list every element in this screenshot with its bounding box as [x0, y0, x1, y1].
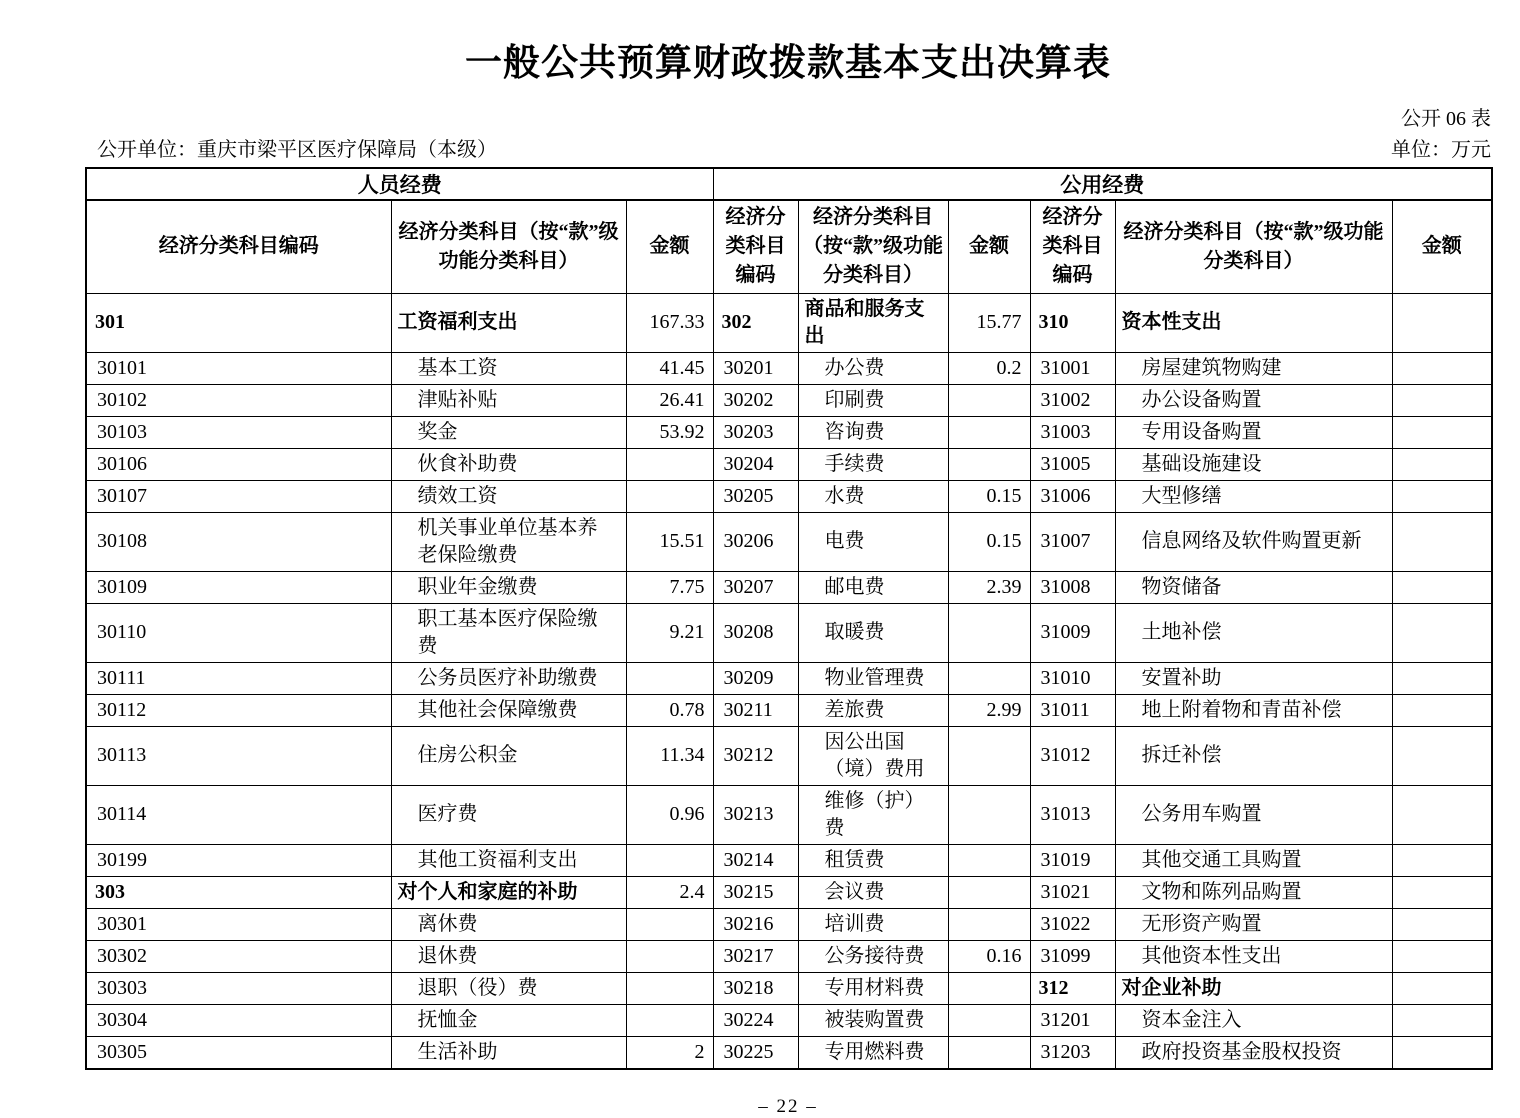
subject-cell: 基本工资 [391, 352, 626, 384]
subject-cell: 基础设施建设 [1115, 448, 1392, 480]
subject-cell: 水费 [798, 480, 948, 512]
code-cell: 30199 [86, 844, 391, 876]
subject-cell: 邮电费 [798, 571, 948, 603]
subject-cell: 土地补偿 [1115, 603, 1392, 662]
code-cell: 30108 [86, 512, 391, 571]
code-cell: 30111 [86, 662, 391, 694]
code-cell: 31021 [1030, 876, 1115, 908]
subject-cell: 对个人和家庭的补助 [391, 876, 626, 908]
code-cell: 30225 [713, 1036, 798, 1069]
col-header-code-1: 经济分类科目编码 [86, 200, 391, 293]
table-row [86, 480, 1492, 512]
subject-cell: 房屋建筑物购建 [1115, 352, 1392, 384]
subject-cell: 职业年金缴费 [391, 571, 626, 603]
subject-cell: 其他资本性支出 [1115, 940, 1392, 972]
subject-cell: 文物和陈列品购置 [1115, 876, 1392, 908]
subject-cell: 对企业补助 [1115, 972, 1392, 1004]
code-cell: 30102 [86, 384, 391, 416]
amount-cell [626, 972, 713, 1004]
amount-cell [626, 844, 713, 876]
col-header-amount-1: 金额 [626, 200, 713, 293]
subject-cell: 取暖费 [798, 603, 948, 662]
code-cell: 31006 [1030, 480, 1115, 512]
code-cell: 30107 [86, 480, 391, 512]
amount-cell [948, 972, 1030, 1004]
code-cell: 30203 [713, 416, 798, 448]
amount-cell [948, 726, 1030, 785]
table-row [86, 662, 1492, 694]
code-cell: 31022 [1030, 908, 1115, 940]
code-cell: 31003 [1030, 416, 1115, 448]
amount-cell: 0.96 [626, 785, 713, 844]
code-cell: 30204 [713, 448, 798, 480]
subject-cell: 会议费 [798, 876, 948, 908]
amount-cell [948, 908, 1030, 940]
amount-cell: 41.45 [626, 352, 713, 384]
table-row [86, 416, 1492, 448]
subject-cell: 抚恤金 [391, 1004, 626, 1036]
amount-cell: 53.92 [626, 416, 713, 448]
amount-cell [1392, 293, 1492, 352]
amount-cell [1392, 603, 1492, 662]
subject-cell: 其他交通工具购置 [1115, 844, 1392, 876]
amount-cell [1392, 876, 1492, 908]
code-cell: 30209 [713, 662, 798, 694]
amount-cell [1392, 480, 1492, 512]
subject-cell: 生活补助 [391, 1036, 626, 1069]
subject-cell: 印刷费 [798, 384, 948, 416]
subject-cell: 绩效工资 [391, 480, 626, 512]
table-row [86, 694, 1492, 726]
code-cell: 30205 [713, 480, 798, 512]
amount-cell: 0.78 [626, 694, 713, 726]
code-cell: 302 [713, 293, 798, 352]
table-number: 公开 06 表 [1401, 108, 1491, 131]
subject-cell: 无形资产购置 [1115, 908, 1392, 940]
col-header-code-3: 经济分类科目编码 [1030, 200, 1115, 293]
code-cell: 30302 [86, 940, 391, 972]
table-row [86, 844, 1492, 876]
code-cell: 31201 [1030, 1004, 1115, 1036]
subject-cell: 住房公积金 [391, 726, 626, 785]
subject-cell: 离休费 [391, 908, 626, 940]
subject-cell: 拆迁补偿 [1115, 726, 1392, 785]
subject-cell: 公务用车购置 [1115, 785, 1392, 844]
subject-cell: 办公费 [798, 352, 948, 384]
amount-cell: 2.4 [626, 876, 713, 908]
subject-cell: 工资福利支出 [391, 293, 626, 352]
code-cell: 30301 [86, 908, 391, 940]
subject-cell: 物业管理费 [798, 662, 948, 694]
amount-cell: 0.16 [948, 940, 1030, 972]
amount-cell: 9.21 [626, 603, 713, 662]
code-cell: 30103 [86, 416, 391, 448]
amount-cell [948, 1004, 1030, 1036]
amount-cell [1392, 908, 1492, 940]
table-row [86, 972, 1492, 1004]
subject-cell: 办公设备购置 [1115, 384, 1392, 416]
page-number: – 22 – [758, 1095, 818, 1117]
subject-cell: 地上附着物和青苗补偿 [1115, 694, 1392, 726]
code-cell: 30214 [713, 844, 798, 876]
amount-cell [1392, 384, 1492, 416]
amount-cell [1392, 726, 1492, 785]
table-row [86, 876, 1492, 908]
table-row [86, 1036, 1492, 1069]
amount-cell: 15.77 [948, 293, 1030, 352]
code-cell: 30218 [713, 972, 798, 1004]
code-cell: 31011 [1030, 694, 1115, 726]
table-row [86, 603, 1492, 662]
amount-cell: 0.2 [948, 352, 1030, 384]
col-header-code-2: 经济分类科目编码 [713, 200, 798, 293]
amount-cell [626, 662, 713, 694]
amount-cell [1392, 844, 1492, 876]
section-personnel-funds: 人员经费 [86, 168, 713, 200]
subject-cell: 专用燃料费 [798, 1036, 948, 1069]
subject-cell: 职工基本医疗保险缴费 [391, 603, 626, 662]
amount-cell [1392, 571, 1492, 603]
report-sheet [85, 40, 1491, 1118]
code-cell: 31009 [1030, 603, 1115, 662]
subject-cell: 退职（役）费 [391, 972, 626, 1004]
amount-cell [1392, 785, 1492, 844]
amount-cell: 167.33 [626, 293, 713, 352]
subject-cell: 其他工资福利支出 [391, 844, 626, 876]
amount-cell [1392, 940, 1492, 972]
subject-cell: 物资储备 [1115, 571, 1392, 603]
amount-cell [948, 785, 1030, 844]
basic-expenditure-table [85, 167, 1493, 1070]
amount-cell [948, 416, 1030, 448]
amount-cell [948, 448, 1030, 480]
subject-cell: 大型修缮 [1115, 480, 1392, 512]
code-cell: 30212 [713, 726, 798, 785]
subject-cell: 机关事业单位基本养老保险缴费 [391, 512, 626, 571]
subject-cell: 信息网络及软件购置更新 [1115, 512, 1392, 571]
amount-cell [948, 1036, 1030, 1069]
code-cell: 30213 [713, 785, 798, 844]
subject-cell: 奖金 [391, 416, 626, 448]
amount-cell [1392, 662, 1492, 694]
subject-cell: 专用材料费 [798, 972, 948, 1004]
amount-cell: 26.41 [626, 384, 713, 416]
subject-cell: 伙食补助费 [391, 448, 626, 480]
subject-cell: 公务员医疗补助缴费 [391, 662, 626, 694]
code-cell: 31010 [1030, 662, 1115, 694]
code-cell: 30216 [713, 908, 798, 940]
code-cell: 30113 [86, 726, 391, 785]
amount-cell [948, 844, 1030, 876]
subject-cell: 退休费 [391, 940, 626, 972]
subject-cell: 培训费 [798, 908, 948, 940]
table-row [86, 512, 1492, 571]
code-cell: 301 [86, 293, 391, 352]
amount-cell [1392, 448, 1492, 480]
code-cell: 31005 [1030, 448, 1115, 480]
subject-cell: 咨询费 [798, 416, 948, 448]
subject-cell: 维修（护）费 [798, 785, 948, 844]
amount-cell: 7.75 [626, 571, 713, 603]
table-row [86, 726, 1492, 785]
amount-cell: 0.15 [948, 480, 1030, 512]
subject-cell: 医疗费 [391, 785, 626, 844]
amount-cell [1392, 416, 1492, 448]
code-cell: 310 [1030, 293, 1115, 352]
table-row [86, 785, 1492, 844]
subject-cell: 因公出国（境）费用 [798, 726, 948, 785]
section-public-funds: 公用经费 [713, 168, 1492, 200]
amount-cell: 0.15 [948, 512, 1030, 571]
table-row [86, 448, 1492, 480]
table-row [86, 384, 1492, 416]
code-cell: 30207 [713, 571, 798, 603]
code-cell: 303 [86, 876, 391, 908]
code-cell: 30106 [86, 448, 391, 480]
publisher-unit-label: 公开单位：重庆市梁平区医疗保障局（本级） [97, 139, 497, 162]
code-cell: 30202 [713, 384, 798, 416]
code-cell: 30303 [86, 972, 391, 1004]
amount-cell [1392, 972, 1492, 1004]
code-cell: 30112 [86, 694, 391, 726]
amount-cell [626, 448, 713, 480]
code-cell: 30224 [713, 1004, 798, 1036]
subject-cell: 商品和服务支出 [798, 293, 948, 352]
code-cell: 31012 [1030, 726, 1115, 785]
table-row [86, 908, 1492, 940]
subject-cell: 资本性支出 [1115, 293, 1392, 352]
subject-cell: 差旅费 [798, 694, 948, 726]
amount-cell [1392, 352, 1492, 384]
subject-cell: 安置补助 [1115, 662, 1392, 694]
code-cell: 30208 [713, 603, 798, 662]
amount-cell [948, 662, 1030, 694]
amount-cell [626, 908, 713, 940]
amount-cell: 15.51 [626, 512, 713, 571]
col-header-subject-2: 经济分类科目（按“款”级功能分类科目） [798, 200, 948, 293]
subject-cell: 专用设备购置 [1115, 416, 1392, 448]
amount-cell [1392, 512, 1492, 571]
col-header-amount-2: 金额 [948, 200, 1030, 293]
amount-cell [626, 940, 713, 972]
code-cell: 312 [1030, 972, 1115, 1004]
subject-cell: 电费 [798, 512, 948, 571]
code-cell: 31013 [1030, 785, 1115, 844]
code-cell: 31019 [1030, 844, 1115, 876]
amount-cell: 2.99 [948, 694, 1030, 726]
code-cell: 30206 [713, 512, 798, 571]
subject-cell: 租赁费 [798, 844, 948, 876]
code-cell: 31008 [1030, 571, 1115, 603]
code-cell: 30110 [86, 603, 391, 662]
subject-cell: 手续费 [798, 448, 948, 480]
code-cell: 30211 [713, 694, 798, 726]
code-cell: 31001 [1030, 352, 1115, 384]
code-cell: 30304 [86, 1004, 391, 1036]
table-row [86, 571, 1492, 603]
subject-cell: 资本金注入 [1115, 1004, 1392, 1036]
subject-cell: 其他社会保障缴费 [391, 694, 626, 726]
table-row [86, 352, 1492, 384]
amount-cell [1392, 1036, 1492, 1069]
amount-cell [1392, 694, 1492, 726]
amount-cell [626, 480, 713, 512]
amount-cell: 2 [626, 1036, 713, 1069]
amount-cell [626, 1004, 713, 1036]
code-cell: 31002 [1030, 384, 1115, 416]
table-row [86, 940, 1492, 972]
table-row [86, 293, 1492, 352]
page-title: 一般公共预算财政拨款基本支出决算表 [465, 43, 1111, 84]
amount-cell [948, 876, 1030, 908]
code-cell: 30114 [86, 785, 391, 844]
code-cell: 30215 [713, 876, 798, 908]
amount-cell [948, 603, 1030, 662]
code-cell: 30305 [86, 1036, 391, 1069]
code-cell: 31099 [1030, 940, 1115, 972]
amount-cell: 2.39 [948, 571, 1030, 603]
amount-cell [1392, 1004, 1492, 1036]
currency-unit-label: 单位：万元 [1391, 139, 1491, 162]
amount-cell [948, 384, 1030, 416]
col-header-amount-3: 金额 [1392, 200, 1492, 293]
col-header-subject-3: 经济分类科目（按“款”级功能分类科目） [1115, 200, 1392, 293]
meta-row [85, 133, 1491, 162]
table-row [86, 1004, 1492, 1036]
code-cell: 30109 [86, 571, 391, 603]
subject-cell: 被装购置费 [798, 1004, 948, 1036]
code-cell: 30217 [713, 940, 798, 972]
subject-cell: 公务接待费 [798, 940, 948, 972]
code-cell: 31007 [1030, 512, 1115, 571]
subject-cell: 政府投资基金股权投资 [1115, 1036, 1392, 1069]
code-cell: 30101 [86, 352, 391, 384]
code-cell: 31203 [1030, 1036, 1115, 1069]
code-cell: 30201 [713, 352, 798, 384]
section-header-row [86, 168, 1492, 200]
col-header-subject-1: 经济分类科目（按“款”级功能分类科目） [391, 200, 626, 293]
column-header-row [86, 200, 1492, 293]
amount-cell: 11.34 [626, 726, 713, 785]
subject-cell: 津贴补贴 [391, 384, 626, 416]
